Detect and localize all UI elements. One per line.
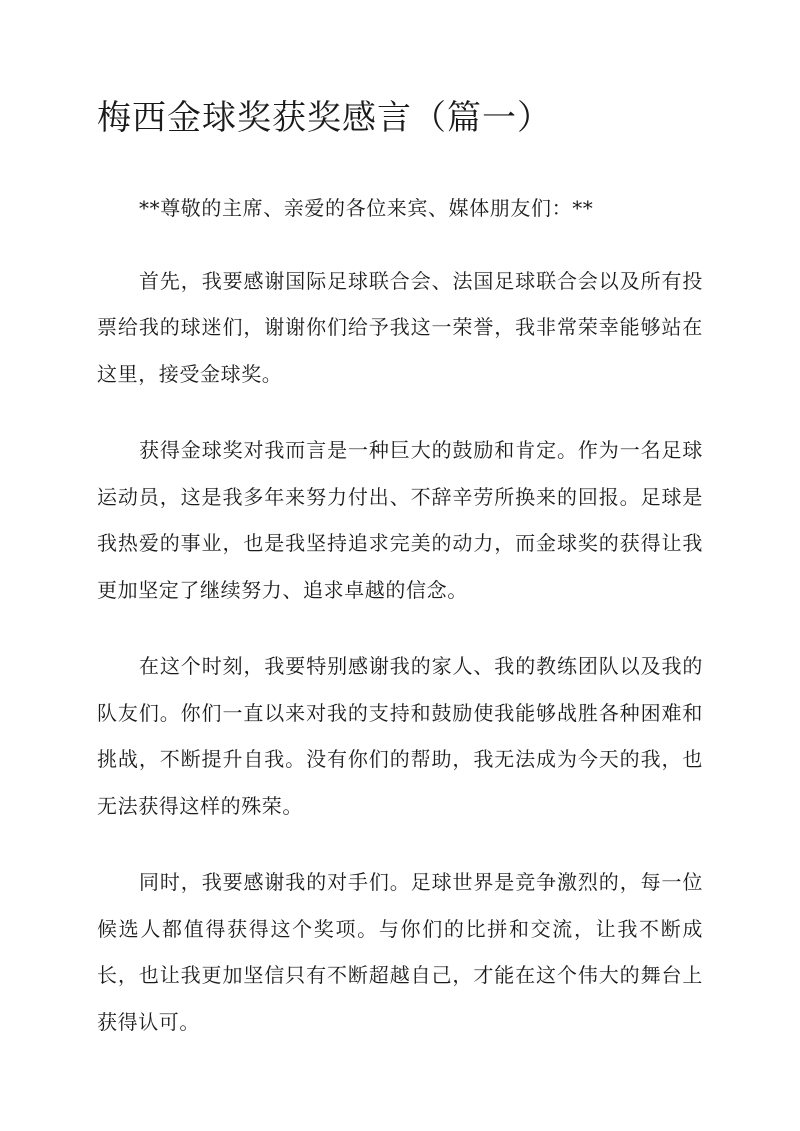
document-title: 梅西金球奖获奖感言（篇一） [97, 98, 552, 138]
paragraph-thanks-federations: 首先，我要感谢国际足球联合会、法国足球联合会以及所有投票给我的球迷们，谢谢你们给予我这一荣誉，我非常荣幸能够站在这里，接受金球奖。 [97, 268, 703, 386]
paragraph-award-meaning: 获得金球奖对我而言是一种巨大的鼓励和肯定。作为一名足球运动员，这是我多年来努力付出、不辞辛劳所换来的回报。足球是我热爱的事业，也是我坚持追求完美的动力，而金球奖的获得让我更加坚定了继续努力、追求卓越的信念。 [97, 438, 703, 602]
paragraph-thanks-rivals: 同时，我要感谢我的对手们。足球世界是竞争激烈的，每一位候选人都值得获得这个奖项。与你们的比拼和交流，让我不断成长，也让我更加坚信只有不断超越自己，才能在这个伟大的舞台上获得认可。 [97, 870, 703, 1034]
paragraph-thanks-family-team: 在这个时刻，我要特别感谢我的家人、我的教练团队以及我的队友们。你们一直以来对我的支持和鼓励使我能够战胜各种困难和挑战，不断提升自我。没有你们的帮助，我无法成为今天的我，也无法获得这样的殊荣。 [97, 654, 703, 818]
document-body [97, 185, 703, 1075]
greeting-paragraph: **尊敬的主席、亲爱的各位来宾、媒体朋友们：** [139, 196, 594, 220]
